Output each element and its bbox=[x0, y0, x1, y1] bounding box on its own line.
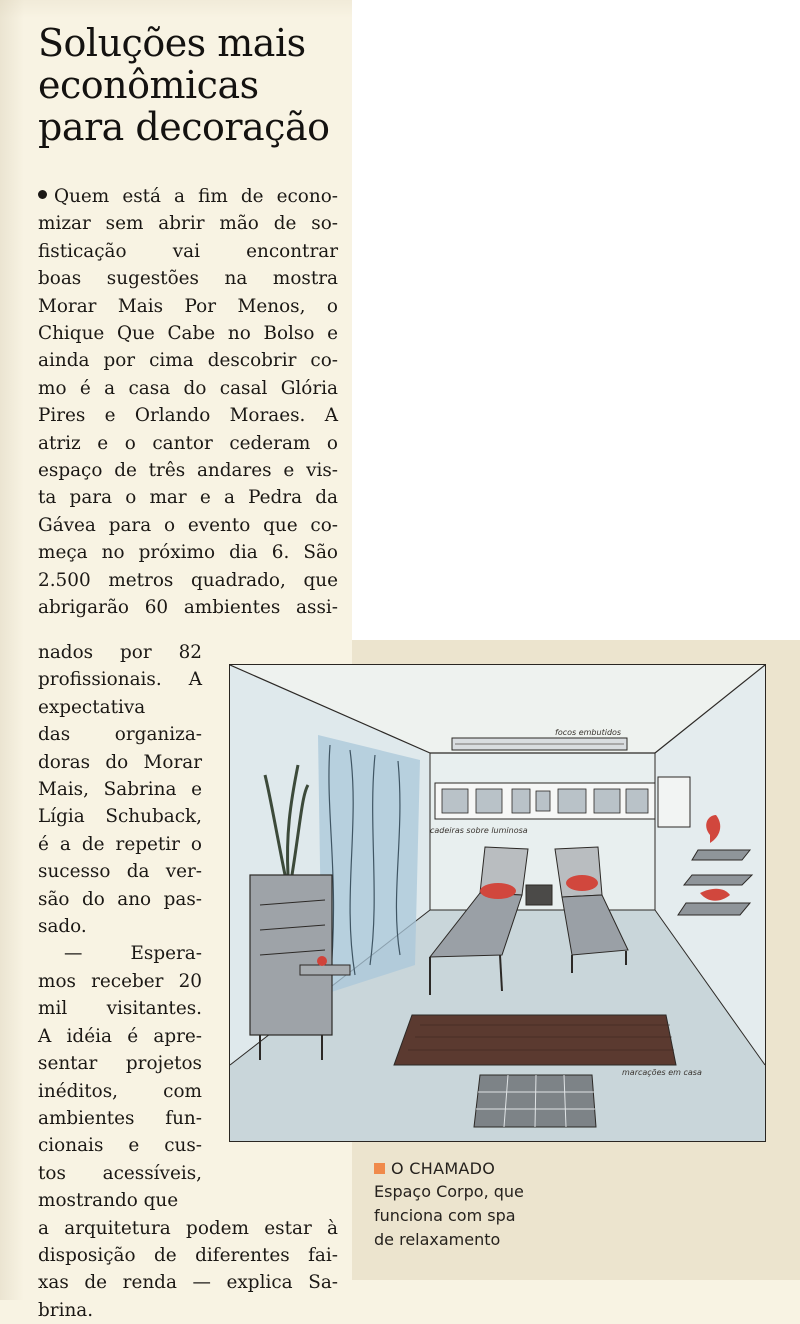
body-line: xas de renda — explica Sa- bbox=[38, 1272, 338, 1294]
body-line: tos acessíveis, bbox=[38, 1162, 202, 1184]
body-line: é a de repetir o bbox=[38, 833, 202, 855]
sketch-label-floor: marcações em casa bbox=[622, 1068, 702, 1077]
body-line: Quem está a fim de econo- bbox=[38, 183, 338, 210]
article-headline bbox=[38, 22, 348, 148]
body-line: atriz e o cantor cederam o bbox=[38, 432, 338, 454]
body-line: disposição de diferentes fai- bbox=[38, 1244, 338, 1266]
body-line: das organiza- bbox=[38, 724, 202, 746]
body-line: meça no próximo dia 6. São bbox=[38, 542, 338, 564]
headline-line: Soluções mais bbox=[38, 21, 306, 65]
caption-tag-text: O CHAMADO bbox=[391, 1159, 496, 1178]
body-line: mil visitantes. bbox=[38, 998, 202, 1020]
figure-caption bbox=[374, 1158, 574, 1252]
sketch-label-ceiling: focos embutidos bbox=[555, 728, 622, 737]
body-line: Pires e Orlando Moraes. A bbox=[38, 405, 338, 427]
body-line: sentar projetos bbox=[38, 1053, 202, 1075]
body-line: a arquitetura podem estar à bbox=[38, 1217, 338, 1239]
body-line: ainda por cima descobrir co- bbox=[38, 350, 338, 372]
body-line: expectativa bbox=[38, 696, 146, 718]
body-line: doras do Morar bbox=[38, 751, 202, 773]
body-line: mizar sem abrir mão de so- bbox=[38, 213, 338, 235]
article-body-narrow bbox=[38, 639, 338, 1324]
caption-tag bbox=[374, 1158, 574, 1180]
body-line: são do ano pas- bbox=[38, 888, 202, 910]
body-line: profissionais. A bbox=[38, 669, 202, 691]
body-line: sucesso da ver- bbox=[38, 861, 202, 883]
body-line: A idéia é apre- bbox=[38, 1025, 202, 1047]
body-line: abrigarão 60 ambientes assi- bbox=[38, 597, 338, 619]
orange-square-icon bbox=[374, 1163, 385, 1174]
caption-line: de relaxamento bbox=[374, 1230, 501, 1249]
room-sketch-drawing bbox=[230, 665, 765, 1141]
body-line: 2.500 metros quadrado, que bbox=[38, 569, 338, 591]
caption-line: funciona com spa bbox=[374, 1206, 516, 1225]
body-line: espaço de três andares e vis- bbox=[38, 460, 338, 482]
body-line: sado. bbox=[38, 916, 87, 938]
sketch-label-shelf: cadeiras sobre luminosa bbox=[430, 826, 528, 835]
body-line: mostrando que bbox=[38, 1190, 179, 1212]
body-line: — Espera- bbox=[64, 943, 202, 965]
body-line: mo é a casa do casal Glória bbox=[38, 377, 338, 399]
page-white-area bbox=[352, 0, 800, 640]
body-line: Mais, Sabrina e bbox=[38, 779, 202, 801]
bullet-icon bbox=[38, 190, 47, 199]
body-line: nados por 82 bbox=[38, 642, 202, 663]
headline-line: econômicas bbox=[38, 63, 259, 107]
body-line: Lígia Schuback, bbox=[38, 806, 202, 828]
room-sketch-illustration bbox=[229, 664, 766, 1142]
body-line: ambientes fun- bbox=[38, 1107, 202, 1129]
article-body-top bbox=[38, 183, 338, 622]
caption-line: Espaço Corpo, que bbox=[374, 1182, 524, 1201]
body-line: Chique Que Cabe no Bolso e bbox=[38, 323, 338, 345]
body-line: cionais e cus- bbox=[38, 1135, 202, 1157]
body-line: Morar Mais Por Menos, o bbox=[38, 295, 338, 317]
body-line: boas sugestões na mostra bbox=[38, 268, 338, 290]
body-line: Gávea para o evento que co- bbox=[38, 514, 338, 536]
body-line: ta para o mar e a Pedra da bbox=[38, 487, 338, 509]
body-line: mos receber 20 bbox=[38, 970, 202, 992]
body-line: inéditos, com bbox=[38, 1080, 202, 1102]
headline-line: para decoração bbox=[38, 105, 330, 149]
body-line: brina. bbox=[38, 1299, 94, 1321]
body-line: fisticação vai encontrar bbox=[38, 240, 338, 262]
